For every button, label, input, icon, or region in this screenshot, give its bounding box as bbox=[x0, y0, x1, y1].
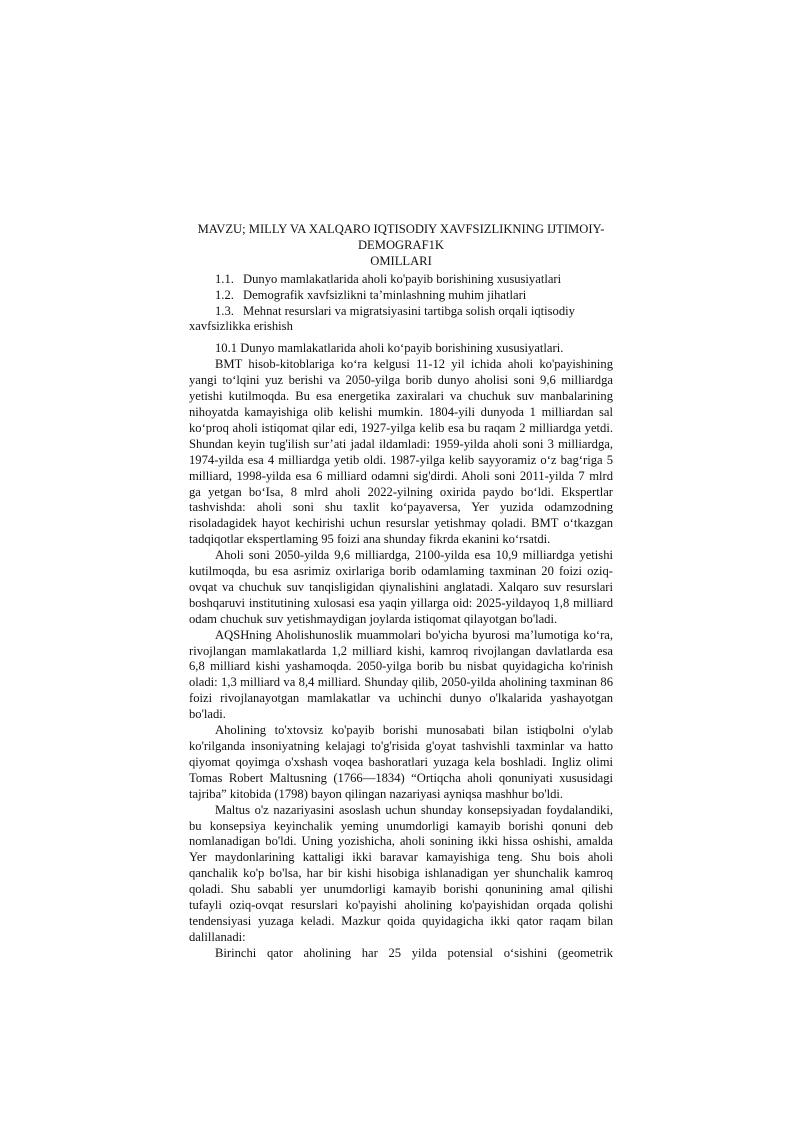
outline-item bbox=[189, 304, 613, 336]
body-paragraph: BMT hisob-kitoblariga ko‘ra kelgusi 11-12 yil ichida aholi ko'payishining yangi to‘lqini yuz berishi va 2050-yilga borib dunyo aholisi soni 9,6 milliardga yetishi kutilmoqda. Bu esa energetika zaxiralari va chuchuk suv manbalarining nihoyatda kamayishiga olib kelishi mumkin. 1804-yili dunyoda 1 milliardan sal ko‘proq aholi istiqomat qilar edi, 1927-yilga kelib esa bu raqam 2 milliardga yetdi. Shundan keyin tug'ilish sur’ati jadal ildamladi: 1959-yilda aholi soni 3 milliardga, 1974-yilda esa 4 milliardga yetib oldi. 1987-yilga kelib sayyoramiz o‘z bag‘riga 5 milliard, 1998-yilda esa 6 milliard odamni sig'dirdi. Aholi soni 2011-yilda 7 mlrd ga yetgan bo‘Isa, 8 mlrd aholi 2022-yilning oxirida paydo bo‘ldi. Ekspertlar tashvishda: aholi soni shu taxlit ko‘payaversa, Yer yuzida odamzodning risoladagidek hayot kechirishi uchun resurslar yetishmay qoladi. BMT o‘tkazgan tadqiqotlar ekspertlaming 95 foizi ana shunday fikrda ekanini ko‘rsatdi. bbox=[189, 357, 613, 547]
outline-item-number: 1.1. bbox=[215, 271, 234, 286]
body-paragraph: Birinchi qator aholining har 25 yilda potensial o‘sishini (geometrik bbox=[215, 945, 613, 960]
topic-outline bbox=[189, 272, 613, 336]
title-line-2: OMILLARI bbox=[370, 253, 432, 268]
outline-item bbox=[189, 288, 613, 304]
outline-item bbox=[189, 272, 613, 288]
outline-item-number: 1.2. bbox=[215, 287, 234, 302]
body-paragraph: Aholining to'xtovsiz ko'payib borishi munosabati bilan istiqbolni o'ylab ko'rilganda insoniyatning kelajagi to'g'risida g'oyat tashvishli taxminlar va hatto qiyomat qoyimga o'xshash voqea bashoratlari yuzaga kela boshladi. Ingliz olimi Tomas Robert Maltusning (1766—1834) “Ortiqcha aholi qonuniyati xususidagi tajriba” kitobida (1798) bayon qilingan nazariyasi ayniqsa mashhur bo'ldi. bbox=[189, 723, 613, 801]
title-line-1: MAVZU; MILLY VA XALQARO IQTISODIY XAVFSIZLIKNING IJTIMOIY-DEMOGRAF1K bbox=[197, 222, 605, 252]
section-heading: 10.1 Dunyo mamlakatlarida aholi ko‘payib borishining xususiyatlari. bbox=[215, 341, 564, 356]
body-paragraph: Aholi soni 2050-yilda 9,6 milliardga, 2100-yilda esa 10,9 milliardga yetishi kutilmoqda, bu esa asrimiz oxirlariga borib odamlaming taxminan 20 foizi oziq-ovqat va chuchuk suv tanqisligidan qiynalishini anglatadi. Xalqaro suv resurslari boshqaruvi institutining xulosasi esa yaqin yillarga oid: 2025-yildayoq 1,8 milliard odam chuchuk suv yetishmaydigan joylarda istiqomat qilayotgan bo'ladi. bbox=[189, 548, 613, 626]
body-paragraph: Maltus o'z nazariyasini asoslash uchun shunday konsepsiyadan foydalandiki, bu konsepsiya keyinchalik yeming unumdorligi kamayib borishi qonuni deb nomlanadigan bo'ldi. Uning yozishicha, aholi sonining ikki hissa oshishi, amalda Yer maydonlarining kattaligi ikki baravar kamayishiga teng. Shu bois aholi qanchalik ko'p bo'lsa, har bir kishi hisobiga ishlanadigan yer shunchalik kamroq qoladi. Shu sababli yer unumdorligi kamayib borishi qonunining amal qilishi tufayli oziq-ovqat resurslari ko'payishi aholining ko'payishidan orqada qolishi tendensiyasi yuzaga keladi. Mazkur qoida quyidagicha ikki qator raqam bilan dalillanadi: bbox=[189, 802, 613, 944]
outline-item-number: 1.3. bbox=[215, 303, 234, 318]
outline-item-text: Demografik xavfsizlikni ta’minlashning muhim jihatlari bbox=[243, 287, 527, 302]
outline-item-text: Dunyo mamlakatlarida aholi ko'payib borishining xususiyatlari bbox=[243, 271, 562, 286]
outline-item-text: Mehnat resurslari va migratsiyasini tartibga solish orqali iqtisodiy xavfsizlikka erishish bbox=[189, 303, 575, 334]
document-title bbox=[189, 222, 613, 270]
document-page bbox=[189, 222, 613, 962]
body-paragraph: AQSHning Aholishunoslik muammolari bo'yicha byurosi ma’lumotiga ko‘ra, rivojlangan mamlakatlarda 1,2 milliard kishi, kamroq rivojlangan davlatlarda esa 6,8 milliard kishi yashamoqda. 2050-yilga borib bu nisbat quyidagicha ko'rinish oladi: 1,3 milliard va 8,4 milliard. Shunday qilib, 2050-yilda aholining taxminan 86 foizi rivojlanayotgan mamlakatlar va uchinchi dunyo o'lkalarida yashayotgan bo'ladi. bbox=[189, 627, 613, 722]
